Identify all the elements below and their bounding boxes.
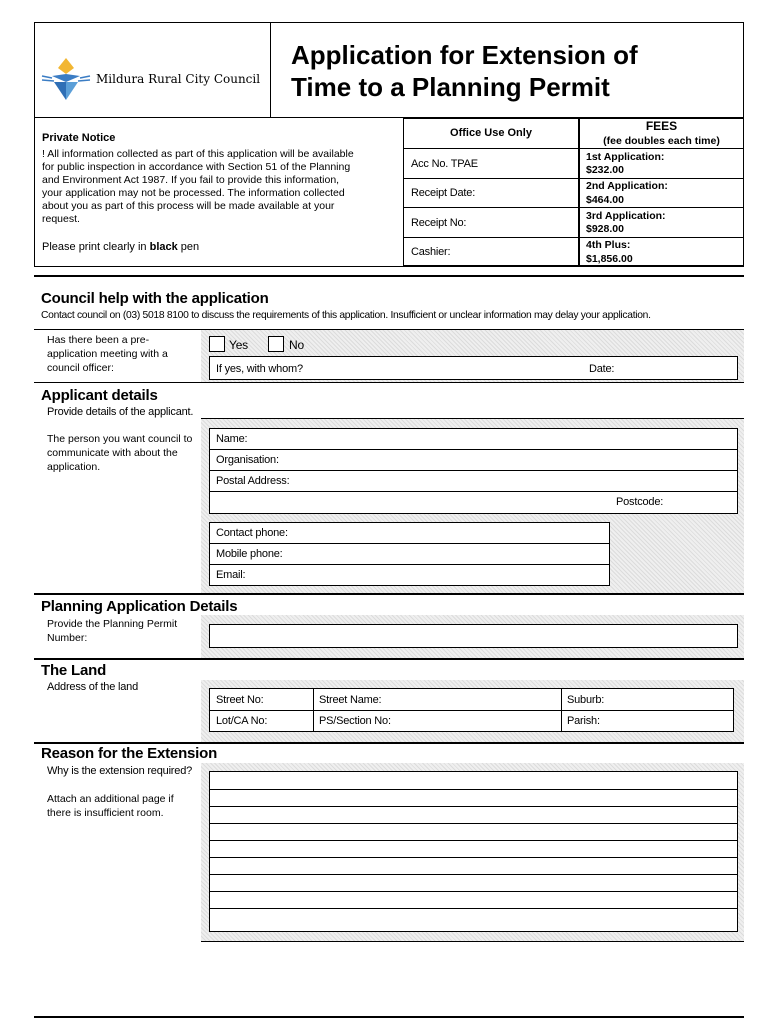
fee-label: 1st Application: bbox=[586, 151, 665, 163]
fee-amount: $1,856.00 bbox=[586, 253, 633, 265]
postal-address-field[interactable]: Postal Address: bbox=[216, 475, 290, 487]
org-name: Mildura Rural City Council bbox=[96, 72, 261, 86]
office-field-receipt-no: Receipt No: bbox=[411, 217, 467, 229]
meeting-question-line: Has there been a pre- bbox=[47, 334, 150, 346]
print-instruction bbox=[42, 241, 199, 253]
meeting-question-line: council officer: bbox=[47, 362, 114, 374]
yes-label: Yes bbox=[229, 338, 248, 352]
fees-subheading: (fee doubles each time) bbox=[603, 135, 720, 147]
land-desc: Address of the land bbox=[47, 681, 138, 693]
no-label: No bbox=[289, 338, 304, 352]
no-checkbox[interactable] bbox=[268, 336, 284, 352]
suburb-field[interactable]: Suburb: bbox=[567, 694, 605, 706]
meeting-question-line: application meeting with a bbox=[47, 348, 168, 360]
print-bold: black bbox=[149, 241, 178, 253]
meeting-date-label: Date: bbox=[589, 363, 615, 375]
fee-amount: $928.00 bbox=[586, 223, 624, 235]
reason-question: Why is the extension required? bbox=[47, 765, 193, 777]
contact-phone-field[interactable]: Contact phone: bbox=[216, 527, 288, 539]
with-whom-label: If yes, with whom? bbox=[216, 363, 303, 375]
fee-label: 4th Plus: bbox=[586, 239, 631, 251]
fee-label: 3rd Application: bbox=[586, 210, 666, 222]
yes-checkbox[interactable] bbox=[209, 336, 225, 352]
lot-ca-field[interactable]: Lot/CA No: bbox=[216, 715, 268, 727]
fees-heading: FEES bbox=[645, 119, 678, 133]
privacy-line: for public inspection in accordance with Section 51 of the Planning bbox=[42, 161, 351, 173]
applicant-heading: Applicant details bbox=[41, 387, 158, 404]
permit-number-field[interactable] bbox=[209, 624, 738, 648]
privacy-line: request. bbox=[42, 213, 80, 225]
council-help-heading: Council help with the application bbox=[41, 290, 269, 307]
street-no-field[interactable]: Street No: bbox=[216, 694, 264, 706]
privacy-line: your application may not be processed. The information collected bbox=[42, 187, 345, 199]
section-rule bbox=[34, 593, 744, 595]
fee-amount: $464.00 bbox=[586, 194, 624, 206]
band-left-border bbox=[34, 118, 35, 266]
privacy-heading: Private Notice bbox=[42, 132, 116, 144]
postcode-field[interactable]: Postcode: bbox=[616, 496, 664, 508]
applicant-desc: Provide details of the applicant. bbox=[47, 406, 194, 418]
fee-label: 2nd Application: bbox=[586, 180, 668, 192]
email-field[interactable]: Email: bbox=[216, 569, 246, 581]
council-logo bbox=[40, 52, 92, 104]
office-field-receipt-date: Receipt Date: bbox=[411, 187, 476, 199]
land-heading: The Land bbox=[41, 662, 107, 679]
page-title-line2: Time to a Planning Permit bbox=[291, 72, 610, 102]
parish-field[interactable]: Parish: bbox=[567, 715, 600, 727]
mobile-phone-field[interactable]: Mobile phone: bbox=[216, 548, 283, 560]
planning-desc-line: Number: bbox=[47, 632, 88, 644]
organisation-field[interactable]: Organisation: bbox=[216, 454, 279, 466]
footer-rule bbox=[34, 1016, 744, 1018]
council-help-contact: Contact council on (03) 5018 8100 to discuss the requirements of this application. Insufficient or unclear information may delay your application. bbox=[41, 310, 651, 321]
name-field[interactable]: Name: bbox=[216, 433, 248, 445]
header-divider bbox=[270, 22, 271, 118]
reason-attach-line: Attach an additional page if bbox=[47, 793, 174, 805]
print-prefix: Please print clearly in bbox=[42, 241, 150, 253]
section-rule bbox=[34, 658, 744, 660]
band-bottom-rule bbox=[34, 266, 744, 267]
privacy-text bbox=[42, 148, 394, 226]
privacy-line: about you as part of this process will be made available at your bbox=[42, 200, 335, 212]
section-rule bbox=[201, 941, 744, 942]
office-field-cashier: Cashier: bbox=[411, 246, 451, 258]
street-name-field[interactable]: Street Name: bbox=[319, 694, 382, 706]
reason-attach-line: there is insufficient room. bbox=[47, 807, 164, 819]
ps-section-field[interactable]: PS/Section No: bbox=[319, 715, 391, 727]
reason-heading: Reason for the Extension bbox=[41, 745, 218, 762]
planning-desc-line: Provide the Planning Permit bbox=[47, 618, 178, 630]
privacy-line: ! All information collected as part of this application will be available bbox=[42, 148, 354, 160]
privacy-line: and Environment Act 1987. If you fail to provide this information, bbox=[42, 174, 340, 186]
section-rule bbox=[34, 275, 744, 277]
planning-heading: Planning Application Details bbox=[41, 598, 238, 615]
print-suffix: pen bbox=[177, 241, 200, 253]
section-rule bbox=[34, 382, 744, 383]
applicant-person-line: application. bbox=[47, 461, 101, 473]
applicant-person-line: The person you want council to bbox=[47, 433, 193, 445]
applicant-person-line: communicate with about the bbox=[47, 447, 178, 459]
office-field-acc: Acc No. TPAE bbox=[411, 158, 478, 170]
page-title-line1: Application for Extension of bbox=[291, 40, 638, 70]
office-use-heading: Office Use Only bbox=[450, 127, 532, 139]
fee-amount: $232.00 bbox=[586, 164, 624, 176]
section-rule bbox=[34, 742, 744, 744]
